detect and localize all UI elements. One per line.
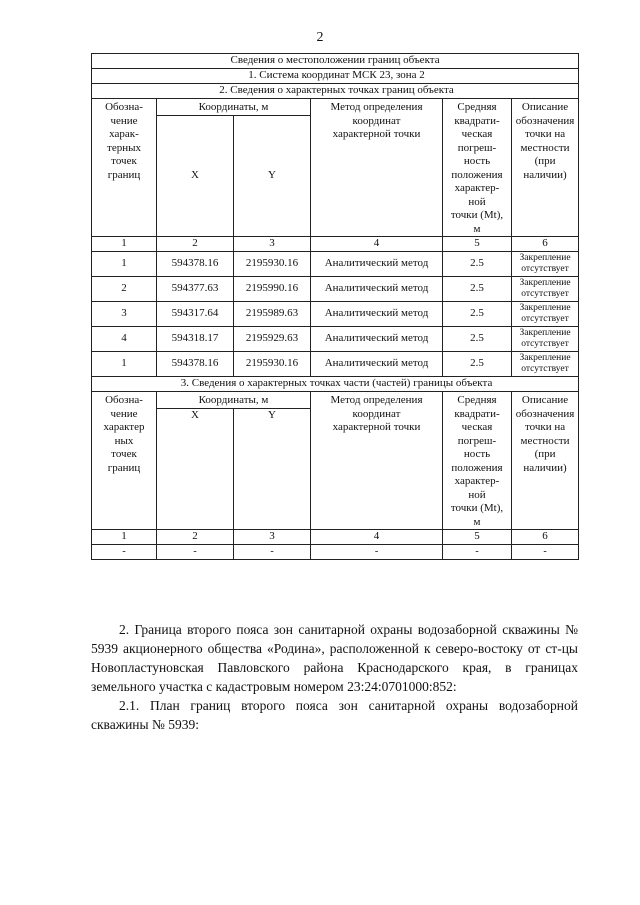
- precision: 2.5: [443, 352, 512, 377]
- coord-y: 2195930.16: [234, 352, 311, 377]
- header-coordinates: Координаты, м: [157, 99, 311, 116]
- table-row: [92, 302, 579, 327]
- empty-cell: -: [443, 545, 512, 560]
- point-id: 1: [92, 352, 157, 377]
- coord-x: 594377.63: [157, 277, 234, 302]
- header-point: Обозна- чение характер ных точек границ: [92, 392, 157, 530]
- paragraph-2-1: 2.1. План границ второго пояса зон санитарной охраны водозаборной скважины № 5939:: [91, 698, 578, 732]
- column-number: 1: [92, 530, 157, 545]
- empty-cell: -: [311, 545, 443, 560]
- header-point: Обозна- чение харак- терных точек границ: [92, 99, 157, 237]
- coord-y: 2195990.16: [234, 277, 311, 302]
- header-precision: Средняя квадрати- ческая погреш- ность положения характер- ной точки (Mt), м: [443, 99, 512, 237]
- section-2-heading: 2. Сведения о характерных точках границ объекта: [92, 84, 579, 99]
- header-description: Описание обозначения точки на местности (при наличии): [512, 99, 579, 237]
- column-number: 5: [443, 237, 512, 252]
- empty-cell: -: [234, 545, 311, 560]
- column-number: 1: [92, 237, 157, 252]
- boundary-table: [91, 53, 579, 560]
- description: Закрепление отсутствует: [512, 277, 579, 302]
- coord-y: 2195930.16: [234, 252, 311, 277]
- paragraph-2: 2. Граница второго пояса зон санитарной охраны водозаборной скважины № 5939 акционерного общества «Родина», расположенной к северо-востоку от ст-цы Новопластуновская Павловского района Краснодарского края, в границах земельного участка с кадастровым номером 23:24:0701000:852:: [91, 622, 578, 694]
- column-number: 3: [234, 237, 311, 252]
- table-row: [92, 352, 579, 377]
- coord-x: 594318.17: [157, 327, 234, 352]
- precision: 2.5: [443, 302, 512, 327]
- table-title: Сведения о местоположении границ объекта: [92, 54, 579, 69]
- header-y: Y: [234, 408, 311, 530]
- header-x: X: [157, 408, 234, 530]
- page-number: 2: [316, 30, 324, 45]
- empty-cell: -: [92, 545, 157, 560]
- column-number: 3: [234, 530, 311, 545]
- description: Закрепление отсутствует: [512, 252, 579, 277]
- column-number: 6: [512, 530, 579, 545]
- method: Аналитический метод: [311, 352, 443, 377]
- coord-y: 2195929.63: [234, 327, 311, 352]
- empty-cell: -: [512, 545, 579, 560]
- method: Аналитический метод: [311, 252, 443, 277]
- section-3-heading: 3. Сведения о характерных точках части (частей) границы объекта: [92, 377, 579, 392]
- header-method: Метод определения координат характерной точки: [311, 392, 443, 530]
- coordinate-system: 1. Система координат МСК 23, зона 2: [92, 69, 579, 84]
- column-number: 4: [311, 530, 443, 545]
- header-coordinates: Координаты, м: [157, 392, 311, 409]
- description: Закрепление отсутствует: [512, 327, 579, 352]
- method: Аналитический метод: [311, 277, 443, 302]
- table-row: [92, 252, 579, 277]
- table-row: [92, 327, 579, 352]
- method: Аналитический метод: [311, 302, 443, 327]
- column-number: 6: [512, 237, 579, 252]
- header-description: Описание обозначения точки на местности (при наличии): [512, 392, 579, 530]
- coord-y: 2195989.63: [234, 302, 311, 327]
- column-number: 5: [443, 530, 512, 545]
- precision: 2.5: [443, 252, 512, 277]
- empty-cell: -: [157, 545, 234, 560]
- coord-x: 594317.64: [157, 302, 234, 327]
- body-text: [91, 620, 578, 734]
- header-y: Y: [234, 115, 311, 237]
- description: Закрепление отсутствует: [512, 352, 579, 377]
- precision: 2.5: [443, 277, 512, 302]
- column-number: 2: [157, 237, 234, 252]
- description: Закрепление отсутствует: [512, 302, 579, 327]
- precision: 2.5: [443, 327, 512, 352]
- header-method: Метод определения координат характерной точки: [311, 99, 443, 237]
- point-id: 1: [92, 252, 157, 277]
- column-number: 2: [157, 530, 234, 545]
- point-id: 4: [92, 327, 157, 352]
- method: Аналитический метод: [311, 327, 443, 352]
- table-row: [92, 545, 579, 560]
- column-number: 4: [311, 237, 443, 252]
- header-x: X: [157, 115, 234, 237]
- coord-x: 594378.16: [157, 352, 234, 377]
- header-precision: Средняя квадрати- ческая погреш- ность положения характер- ной точки (Mt), м: [443, 392, 512, 530]
- point-id: 2: [92, 277, 157, 302]
- point-id: 3: [92, 302, 157, 327]
- table-row: [92, 277, 579, 302]
- coord-x: 594378.16: [157, 252, 234, 277]
